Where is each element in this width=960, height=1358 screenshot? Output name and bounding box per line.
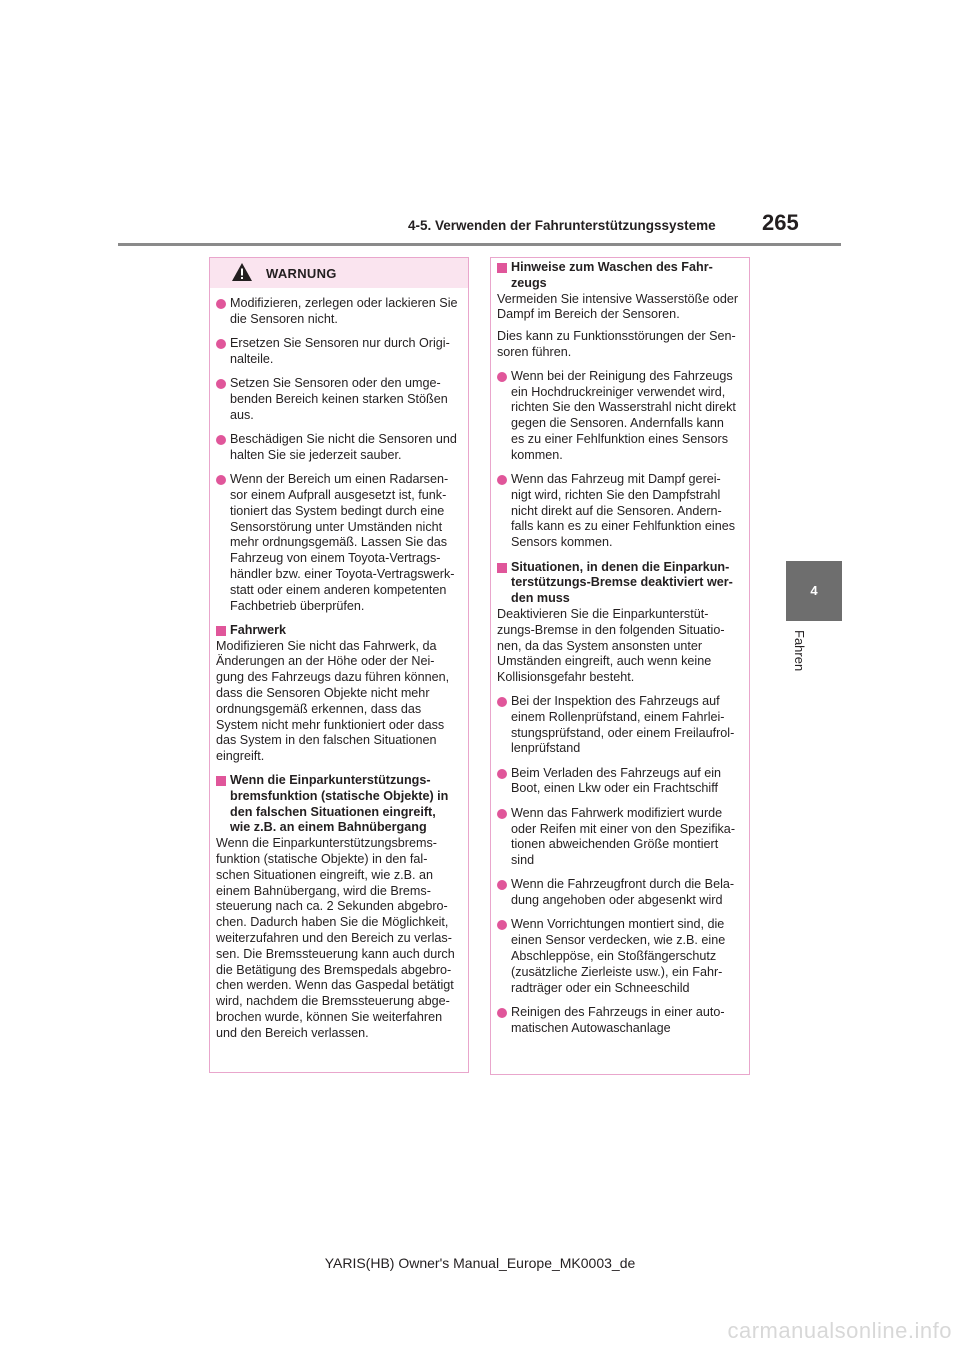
bullet-icon [216, 379, 226, 389]
section-heading: Wenn die Einparkunterstützungs-bremsfunktion (statische Objekte) in den falschen Situationen eingreift, wie z.B. an einem Bahnübergang [216, 773, 458, 836]
section-heading: Situationen, in denen die Einparkun-terstützungs-Bremse deaktiviert wer-den muss [497, 560, 739, 607]
warning-title: WARNUNG [266, 266, 337, 281]
list-item: Ersetzen Sie Sensoren nur durch Origi-nalteile. [216, 336, 458, 368]
bullet-icon [497, 697, 507, 707]
bullet-icon [216, 299, 226, 309]
bullet-icon [216, 435, 226, 445]
section-title: 4-5. Verwenden der Fahrunterstützungssysteme [408, 218, 716, 233]
notice-box [490, 257, 750, 1075]
section-heading: Fahrwerk [216, 623, 458, 639]
warning-icon [231, 262, 253, 282]
square-bullet-icon [497, 263, 507, 273]
bullet-icon [497, 920, 507, 930]
paragraph: Modifizieren Sie nicht das Fahrwerk, da Änderungen an der Höhe oder der Nei-gung des Fahrzeugs dazu führen können, dass die Sensoren Objekte nicht mehr ordnungsgemäß erkennen, dass das System nicht mehr funktioniert oder dass das System in den falschen Situationen eingreift. [216, 638, 450, 764]
list-item: Wenn der Bereich um einen Radarsen-sor einem Aufprall ausgesetzt ist, funk-tioniert das System bedingt durch eine Sensorstörung unter Umständen nicht mehr ordnungsgemäß. Lassen Sie das Fahrzeug von einem Toyota-Vertrags-händler bzw. einer Toyota-Vertragswerk-statt oder einem anderen kompetenten Fachbetrieb überprüfen. [216, 472, 458, 614]
bullet-icon [497, 1008, 507, 1018]
bullet-icon [216, 339, 226, 349]
list-item: Beim Verladen des Fahrzeugs auf ein Boot, einen Lkw oder ein Frachtschiff [497, 766, 739, 798]
header-divider [118, 243, 841, 246]
footer-text: YARIS(HB) Owner's Manual_Europe_MK0003_de [324, 1255, 636, 1271]
warning-header [210, 258, 468, 288]
list-item: Bei der Inspektion des Fahrzeugs auf einem Rollenprüfstand, einem Fahrlei-stungsprüfstand, oder einem Freilaufrol-lenprüfstand [497, 694, 739, 757]
paragraph: Deaktivieren Sie die Einparkunterstüt-zungs-Bremse in den folgenden Situatio-nen, da das System ansonsten unter Umständen eingreift, auch wenn keine Kollisionsgefahr besteht. [497, 606, 725, 685]
chapter-label: Fahren [792, 630, 807, 672]
bullet-icon [497, 475, 507, 485]
watermark[interactable]: carmanualsonline.info [727, 1318, 952, 1343]
list-item: Modifizieren, zerlegen oder lackieren Sie die Sensoren nicht. [216, 296, 458, 328]
square-bullet-icon [497, 563, 507, 573]
list-item: Wenn die Fahrzeugfront durch die Bela-dung angehoben oder abgesenkt wird [497, 877, 739, 909]
list-item: Reinigen des Fahrzeugs in einer auto-matischen Autowaschanlage [497, 1005, 739, 1037]
bullet-icon [497, 769, 507, 779]
bullet-icon [497, 372, 507, 382]
paragraph: Vermeiden Sie intensive Wasserstöße oder Dampf im Bereich der Sensoren. [497, 291, 739, 322]
list-item: Wenn das Fahrzeug mit Dampf gerei-nigt wird, richten Sie den Dampfstrahl nicht direkt auf die Sensoren. Andern-falls kann es zu einer Fehlfunktion eines Sensors kommen. [497, 472, 739, 551]
list-item: Beschädigen Sie nicht die Sensoren und halten Sie sie jederzeit sauber. [216, 432, 458, 464]
bullet-icon [216, 475, 226, 485]
square-bullet-icon [216, 776, 226, 786]
bullet-icon [497, 880, 507, 890]
warning-box [209, 257, 469, 1073]
paragraph: Dies kann zu Funktionsstörungen der Sen-soren führen. [497, 329, 736, 359]
list-item: Wenn bei der Reinigung des Fahrzeugs ein Hochdruckreiniger verwendet wird, richten Sie den Wasserstrahl nicht direkt gegen die Sensoren. Andernfalls kann es zu einer Fehlfunktion eines Sensors kommen. [497, 369, 739, 464]
page-number: 265 [762, 210, 799, 235]
chapter-tab[interactable]: 4 [786, 561, 842, 621]
section-heading: Hinweise zum Waschen des Fahr-zeugs [497, 260, 739, 292]
square-bullet-icon [216, 626, 226, 636]
list-item: Wenn das Fahrwerk modifiziert wurde oder Reifen mit einer von den Spezifika-tionen abweichenden Größe montiert sind [497, 806, 739, 869]
list-item: Setzen Sie Sensoren oder den umge-benden Bereich keinen starken Stößen aus. [216, 376, 458, 423]
list-item: Wenn Vorrichtungen montiert sind, die einen Sensor verdecken, wie z.B. eine Abschleppöse, ein Stoßfängerschutz (zusätzliche Zierleiste usw.), ein Fahr-radträger oder ein Schneeschild [497, 917, 739, 996]
bullet-icon [497, 809, 507, 819]
paragraph: Wenn die Einparkunterstützungsbrems-funktion (statische Objekte) in den fal-schen Situationen eingreift, wie z.B. an einem Bahnübergang, wird die Brems-steuerung nach ca. 2 Sekunden abgebro-chen. Dadurch haben Sie die Möglichkeit, weiterzufahren und den Bereich zu verlas-sen. Die Bremssteuerung kann auch durch die Betätigung des Bremspedals abgebro-chen werden. Wenn das Gaspedal betätigt wird, nachdem die Bremssteuerung abge-brochen wurde, können Sie weiterfahren und den Bereich verlassen. [216, 836, 455, 1040]
